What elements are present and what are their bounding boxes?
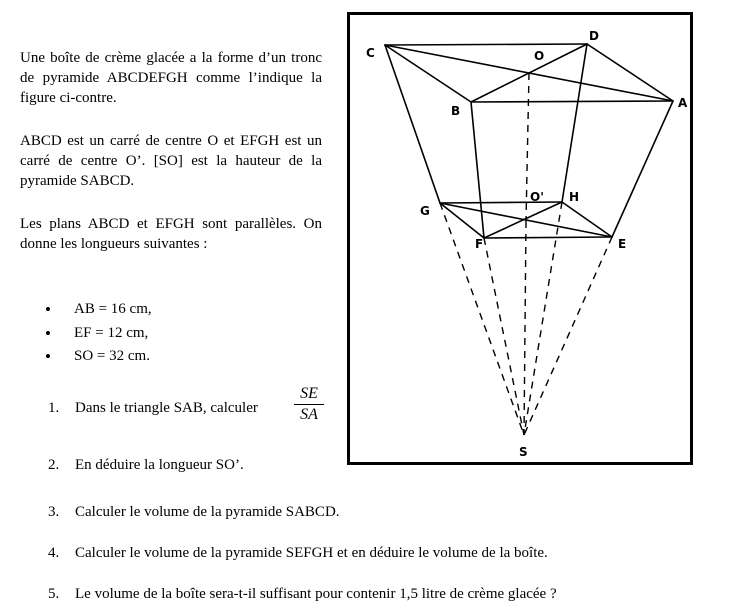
dashed-edge-fs [484, 238, 524, 435]
dashed-edge-es [524, 237, 612, 435]
question-2 [48, 455, 244, 475]
label-a: A [678, 96, 688, 110]
question-2-number: 2. [48, 457, 60, 473]
lateral-edge-bf [471, 102, 484, 238]
edge-ab [471, 101, 673, 102]
fraction-denominator: SA [300, 406, 318, 423]
question-5-text: Le volume de la boîte sera-t-il suffisant pour contenir 1,5 litre de crème glacée ? [75, 586, 557, 602]
question-1-number: 1. [48, 400, 60, 416]
question-4-text: Calculer le volume de la pyramide SEFGH et en déduire le volume de la boîte. [75, 545, 548, 561]
fraction-numerator: SE [294, 384, 324, 405]
label-s: S [519, 445, 528, 459]
lengths-list [45, 298, 152, 369]
label-d: D [589, 29, 599, 43]
label-c: C [366, 46, 375, 60]
edge-cd [385, 44, 587, 45]
question-3 [48, 502, 340, 522]
question-1-text: Dans le triangle SAB, calculer [75, 400, 258, 416]
question-5 [48, 584, 557, 604]
pyramid-figure [347, 12, 693, 465]
label-o: O [534, 49, 545, 63]
lateral-edge-cg [385, 45, 440, 203]
question-2-text: En déduire la longueur SO’. [75, 457, 244, 473]
question-4 [48, 543, 548, 563]
intro-paragraph-3: Les plans ABCD et EFGH sont parallèles. On donne les longueurs suivantes : [20, 216, 322, 252]
fraction-se-sa [294, 384, 324, 425]
dashed-height-o2s [524, 221, 526, 435]
edge-ef [484, 237, 612, 238]
question-5-number: 5. [48, 586, 60, 602]
label-o-prime: O' [530, 190, 544, 204]
label-f: F [475, 237, 484, 251]
question-4-number: 4. [48, 545, 60, 561]
label-b: B [451, 104, 461, 118]
intro-paragraph-2: ABCD est un carré de centre O et EFGH est un carré de centre O’. [SO] est la hauteur de la pyramide SABCD. [20, 133, 322, 189]
question-3-number: 3. [48, 504, 60, 520]
question-1 [48, 398, 258, 418]
length-item-ab: • AB = 16 cm, [45, 298, 152, 322]
dashed-height-oo2 [526, 73, 529, 221]
label-h: H [569, 190, 580, 204]
label-g: G [420, 204, 430, 218]
label-e: E [618, 237, 627, 251]
length-item-ef: • EF = 12 cm, [45, 322, 152, 346]
lateral-edge-dh [562, 44, 587, 202]
intro-paragraph-1: Une boîte de crème glacée a la forme d’un tronc de pyramide ABCDEFGH comme l’indique la figure ci-contre. [20, 50, 322, 106]
diagonal-fh [484, 202, 562, 238]
pyramid-diagram [350, 15, 690, 462]
lateral-edge-ae [612, 101, 673, 237]
question-3-text: Calculer le volume de la pyramide SABCD. [75, 504, 340, 520]
length-item-so: • SO = 32 cm. [45, 345, 152, 369]
